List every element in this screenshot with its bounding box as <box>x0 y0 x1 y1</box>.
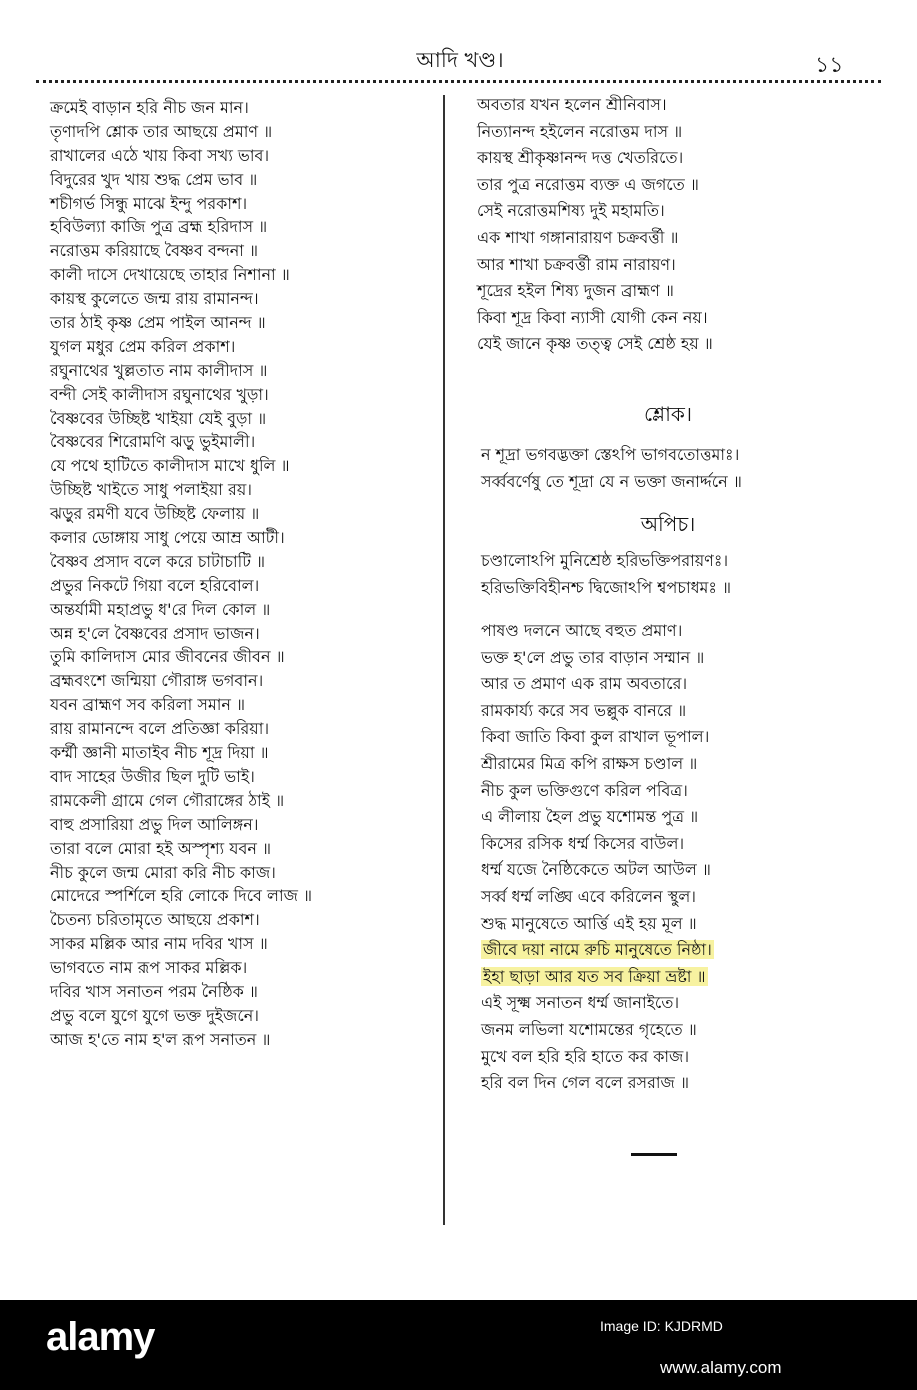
verse-line <box>50 168 312 192</box>
verse-line <box>50 884 312 908</box>
verse-line-text: কিবা শূদ্র কিবা ন্যাসী যোগী কেন নয়। <box>477 307 708 327</box>
verse-line <box>50 478 312 502</box>
verse-line-text: ভাগবতে নাম রূপ সাকর মল্লিক। <box>50 958 248 978</box>
verse-line <box>481 724 714 751</box>
verse-line-text: ইহা ছাড়া আর যত সব ক্রিয়া ভ্রষ্টা ॥ <box>483 966 706 986</box>
verse-line-text: যবন ব্রাহ্মণ সব করিলা সমান ॥ <box>50 695 246 715</box>
verse-line <box>481 618 714 645</box>
verse-line-text: তুমি কালিদাস মোর জীবনের জীবন ॥ <box>50 647 285 667</box>
verse-line <box>481 804 714 831</box>
verse-line <box>50 454 312 478</box>
shloka-line <box>481 575 731 602</box>
verse-line <box>50 96 312 120</box>
verse-line-text: রামকেলী গ্রামে গেল গৌরাঙ্গের ঠাই ॥ <box>50 790 285 810</box>
verse-line-text: বৈষ্ণবের শিরোমণি ঝড়ু ভুইমালী। <box>50 432 256 452</box>
verse-line <box>50 263 312 287</box>
verse-line <box>481 911 714 938</box>
verse-line-text: কিবা জাতি কিবা কুল রাখাল ভূপাল। <box>481 727 710 747</box>
verse-line-text: আজ হ'তে নাম হ'ল রূপ সনাতন ॥ <box>50 1029 271 1049</box>
verse-line-text: অন্তর্যামী মহাপ্রভু ধ'রে দিল কোল ॥ <box>50 599 271 619</box>
verse-line <box>50 287 312 311</box>
verse-line-text: নিত্যানন্দ হইলেন নরোত্তম দাস ॥ <box>477 121 683 141</box>
verse-line-text: এক শাখা গঙ্গানারায়ণ চক্রবর্ত্তী ॥ <box>477 227 679 247</box>
verse-line <box>50 765 312 789</box>
verse-line <box>50 430 312 454</box>
verse-line <box>477 119 713 146</box>
verse-line-text: দবির খাস সনাতন পরম নৈষ্ঠিক ॥ <box>50 981 258 1001</box>
verse-line-text: শ্রীরামের মিত্র কপি রাক্ষস চণ্ডাল ॥ <box>481 753 698 773</box>
verse-line <box>481 645 714 672</box>
verse-line <box>481 990 714 1017</box>
verse-line <box>50 980 312 1004</box>
shloka-line-text: সর্ব্ববর্ণেষু তে শূদ্রা যে ন ভক্তা জনার্দ্দনে ॥ <box>481 471 742 491</box>
end-of-section-rule <box>631 1153 677 1156</box>
verse-line <box>477 331 713 358</box>
verse-line-text: নরোত্তম করিয়াছে বৈষ্ণব বন্দনা ॥ <box>50 241 259 261</box>
verse-line <box>50 669 312 693</box>
column-divider <box>443 95 445 1225</box>
verse-line <box>481 698 714 725</box>
verse-line-text: অবতার যখন হলেন শ্রীনিবাস। <box>477 95 667 114</box>
verse-line <box>50 359 312 383</box>
verse-line <box>50 837 312 861</box>
verse-line-text: হবিউল্যা কাজি পুত্র ব্রহ্ম হরিদাস ॥ <box>50 217 268 237</box>
verse-line-text: শূদ্রের হইল শিষ্য দুজন ব্রাহ্মণ ॥ <box>477 281 674 301</box>
verse-line-text: বাদ সাহের উজীর ছিল দুটি ভাই। <box>50 766 255 786</box>
verse-line-text: বাহু প্রসারিয়া প্রভু দিল আলিঙ্গন। <box>50 814 259 834</box>
verse-line <box>477 278 713 305</box>
verse-line <box>481 964 714 991</box>
verse-line <box>50 574 312 598</box>
verse-line-text: ঝড়ুর রমণী যবে উচ্ছিষ্ট ফেলায় ॥ <box>50 504 260 524</box>
verse-line <box>50 861 312 885</box>
verse-line-text: শুদ্ধ মানুষেতে আর্ত্তি এই হয় মূল ॥ <box>481 913 697 933</box>
verse-line <box>50 407 312 431</box>
verse-line-text: সেই নরোত্তমশিষ্য দুই মহামতি। <box>477 201 665 221</box>
verse-line <box>50 717 312 741</box>
image-id-label: Image ID: KJDRMD <box>600 1318 723 1334</box>
verse-line <box>50 120 312 144</box>
verse-line <box>481 1070 714 1097</box>
verse-line <box>50 693 312 717</box>
right-column-verse-block-1 <box>477 92 713 358</box>
verse-line <box>50 956 312 980</box>
left-column <box>50 96 312 1052</box>
verse-line-text: প্রভু বলে যুগে যুগে ভক্ত দুইজনে। <box>50 1005 260 1025</box>
verse-line-text: কালী দাসে দেখায়েছে তাহার নিশানা ॥ <box>50 265 290 285</box>
verse-line <box>477 145 713 172</box>
verse-line-text: কায়স্থ শ্রীকৃষ্ণানন্দ দত্ত খেতরিতে। <box>477 148 684 168</box>
verse-line <box>50 741 312 765</box>
verse-line-text: কর্ম্মী জ্ঞানী মাতাইব নীচ শূদ্র দিয়া ॥ <box>50 743 269 763</box>
verse-line-text: যে পথে হাটিতে কালীদাস মাখে ধুলি ॥ <box>50 456 290 476</box>
verse-line-text: যুগল মধুর প্রেম করিল প্রকাশ। <box>50 336 236 356</box>
verse-line-text: মুখে বল হরি হরি হাতে কর কাজ। <box>481 1046 690 1066</box>
shloka-line <box>481 548 731 575</box>
verse-line <box>50 144 312 168</box>
verse-line-text: বিদুরের খুদ খায় শুদ্ধ প্রেম ভাব ॥ <box>50 169 258 189</box>
verse-line-text: বৈষ্ণব প্রসাদ বলে করে চাটাচাটি ॥ <box>50 551 266 571</box>
verse-line-text: জনম লভিলা যশোমন্তের গৃহেতে ॥ <box>481 1019 697 1039</box>
verse-line <box>50 598 312 622</box>
verse-line <box>50 335 312 359</box>
shloka-line <box>481 442 742 469</box>
shloka-line-text: চণ্ডালোঽপি মুনিশ্রেষ্ঠ হরিভক্তিপরায়ণঃ। <box>481 551 729 570</box>
verse-line <box>477 198 713 225</box>
verse-line-text: রামকার্য্য করে সব ভল্লুক বানরে ॥ <box>481 700 687 720</box>
verse-line <box>481 831 714 858</box>
verse-line <box>50 1004 312 1028</box>
verse-line-text: মোদেরে স্পর্শিলে হরি লোকে দিবে লাজ ॥ <box>50 886 313 906</box>
verse-line-text: চৈতন্য চরিতামৃতে আছয়ে প্রকাশ। <box>50 910 260 930</box>
verse-line-text: এ লীলায় হৈল প্রভু যশোমন্ত পুত্র ॥ <box>481 807 699 827</box>
shloka-line-text: ন শূদ্রা ভগবদ্ভক্তা স্তেঽপি ভাগবতোত্তমাঃ। <box>481 445 740 464</box>
verse-line <box>481 937 714 964</box>
verse-line <box>50 645 312 669</box>
verse-line-text: সাকর মল্লিক আর নাম দবির খাস ॥ <box>50 934 268 954</box>
verse-line <box>477 172 713 199</box>
verse-line-text: রঘুনাথের খুল্লতাত নাম কালীদাস ॥ <box>50 360 268 380</box>
verse-line <box>481 857 714 884</box>
verse-line-text: রাখালের এঠে খায় কিবা সখ্য ভাব। <box>50 145 270 165</box>
verse-line <box>50 789 312 813</box>
verse-line <box>50 1028 312 1052</box>
verse-line-text: পাষণ্ড দলনে আছে বহুত প্রমাণ। <box>481 621 683 640</box>
header-dotted-rule <box>36 80 881 83</box>
right-column-verse-block-2 <box>481 618 714 1097</box>
verse-line-text: নীচ কুলে জন্ম মোরা করি নীচ কাজ। <box>50 862 276 882</box>
verse-line <box>50 622 312 646</box>
verse-line <box>50 932 312 956</box>
verse-line-text: কলার ডোঙ্গায় সাধু পেয়ে আম্র আটী। <box>50 528 285 548</box>
verse-line-text: আর ত প্রমাণ এক রাম অবতারে। <box>481 674 688 694</box>
verse-line-text: ব্রহ্মবংশে জন্মিয়া গৌরাঙ্গ ভগবান। <box>50 671 264 691</box>
verse-line <box>50 192 312 216</box>
shloka-line-text: হরিভক্তিবিহীনশ্চ দ্বিজোঽপি শ্বপচাধমঃ ॥ <box>481 577 732 597</box>
verse-line <box>481 1017 714 1044</box>
verse-line-text: নীচ কুল ভক্তিগুণে করিল পবিত্র। <box>481 780 688 800</box>
verse-line <box>477 225 713 252</box>
verse-line <box>50 215 312 239</box>
watermark-footer <box>0 1300 917 1390</box>
page-header-title: আদি খণ্ড। <box>416 48 504 72</box>
verse-line <box>481 1044 714 1071</box>
verse-line <box>481 751 714 778</box>
shloka-line <box>481 469 742 496</box>
verse-line <box>481 884 714 911</box>
page-number: ১১ <box>815 53 844 78</box>
verse-line <box>50 311 312 335</box>
verse-line <box>477 92 713 119</box>
site-url: www.alamy.com <box>660 1358 782 1377</box>
verse-line-text: এই সূক্ষ্ম সনাতন ধর্ম্ম জানাইতে। <box>481 993 680 1013</box>
alamy-logo: alamy <box>46 1315 155 1359</box>
verse-line-text: ভক্ত হ'লে প্রভু তার বাড়ান সম্মান ॥ <box>481 647 705 667</box>
verse-line-text: অন্ন হ'লে বৈষ্ণবের প্রসাদ ভাজন। <box>50 623 260 643</box>
verse-line-text: কায়স্থ কুলেতে জন্ম রায় রামানন্দ। <box>50 289 259 309</box>
verse-line-text: তারা বলে মোরা হই অস্পৃশ্য যবন ॥ <box>50 838 272 858</box>
verse-line-text: তার ঠাই কৃষ্ণ প্রেম পাইল আনন্দ ॥ <box>50 313 266 333</box>
verse-line-text: প্রভুর নিকটে গিয়া বলে হরিবোল। <box>50 575 260 595</box>
verse-line <box>50 239 312 263</box>
verse-line-text: ধর্ম্ম যজে নৈষ্ঠিকেতে অটল আউল ॥ <box>481 860 711 880</box>
verse-line-text: বৈষ্ণবের উচ্ছিষ্ট খাইয়া যেই বুড়া ॥ <box>50 408 267 428</box>
verse-line-text: যেই জানে কৃষ্ণ তত্ত্ব সেই শ্রেষ্ঠ হয় ॥ <box>477 334 713 354</box>
verse-line-text: তৃণাদপি শ্লোক তার আছয়ে প্রমাণ ॥ <box>50 121 273 141</box>
verse-line-text: উচ্ছিষ্ট খাইতে সাধু পলাইয়া রয়। <box>50 480 252 500</box>
verse-line-text: তার পুত্র নরোত্তম ব্যক্ত এ জগতে ॥ <box>477 174 699 194</box>
verse-line <box>477 252 713 279</box>
verse-line-text: সর্ব্ব ধর্ম্ম লঙ্ঘি এবে করিলেন স্থুল। <box>481 886 697 906</box>
verse-line-text: জীবে দয়া নামে রুচি মানুষেতে নিষ্ঠা। <box>483 940 712 960</box>
verse-line <box>50 383 312 407</box>
verse-line-text: বন্দী সেই কালীদাস রঘুনাথের খুড়া। <box>50 384 269 404</box>
sanskrit-apicha-block <box>481 548 731 601</box>
heading-shloka: শ্লোক। <box>643 402 693 426</box>
sanskrit-shloka-block <box>481 442 742 495</box>
verse-line-text: আর শাখা চক্রবর্ত্তী রাম নারায়ণ। <box>477 254 676 274</box>
verse-line-text: রায় রামানন্দে বলে প্রতিজ্ঞা করিয়া। <box>50 719 270 739</box>
verse-line-text: কিসের রসিক ধর্ম্ম কিসের বাউল। <box>481 833 685 853</box>
verse-line-text: হরি বল দিন গেল বলে রসরাজ ॥ <box>481 1073 689 1093</box>
verse-line <box>50 908 312 932</box>
verse-line-text: শচীগর্ভ সিন্ধু মাঝে ইন্দু পরকাশ। <box>50 193 248 213</box>
heading-apicha: অপিচ। <box>640 512 696 536</box>
verse-line <box>50 813 312 837</box>
verse-line <box>481 778 714 805</box>
verse-line <box>50 550 312 574</box>
verse-line-text: ক্রমেই বাড়ান হরি নীচ জন মান। <box>50 98 249 117</box>
verse-line <box>481 671 714 698</box>
verse-line <box>477 305 713 332</box>
verse-line <box>50 502 312 526</box>
verse-line <box>50 526 312 550</box>
